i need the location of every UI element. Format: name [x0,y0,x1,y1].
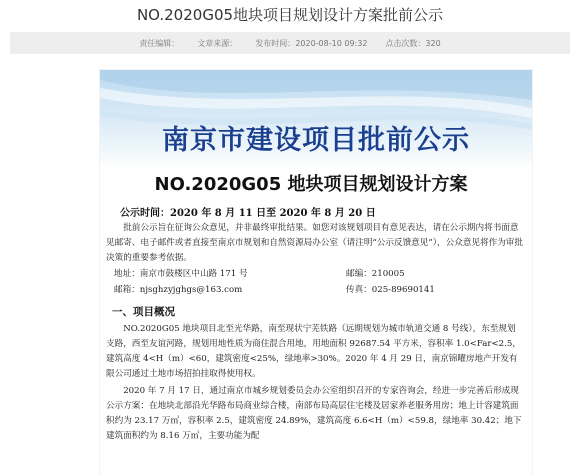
meta-source: 文章来源： [197,38,238,48]
article-meta-bar [10,32,570,54]
plan-title: NO.2020G05 地块项目规划设计方案 [154,174,468,195]
notice-image [100,70,532,475]
meta-views: 点击次数：320 [385,38,441,48]
section-heading-overview: 一、项目概况 [112,306,175,318]
section1-paragraph-1: NO.2020G05 地块项目北至光华路，南至现状宁芜铁路（远期规划为城市轨道交通 8 号线），东至规划支路，西至友谊河路，规划用地性质为商住混合用地，用地面积 92687.54 平方米，容积率 1.0<Far<2.5，建筑高度 4<H（m）<60，建筑密度<25%，绿地率>30%。2020 年 4 月 29 日，南京锦曜房地产开发有限公司通过土地市场招拍挂取得使用权。 [106,324,521,379]
notice-banner [100,70,532,168]
contact-postcode: 邮编：210005 [346,269,405,279]
notice-intro: 批前公示旨在征询公众意见，并非最终审批结果。如您对该规划项目有意见表达，请在公示期内将书面意见邮寄、电子邮件或者直接至南京市规划和自然资源局办公室（请注明“公示反馈意见”），公众意见将作为审批决策的重要参考依据。 [106,223,523,263]
left-margin [0,70,100,475]
contact-email: 邮箱：njsghzyjghgs@163.com [114,285,243,295]
meta-publish-time: 发布时间：2020-08-10 09:32 [255,38,368,48]
contact-row-1 [100,266,532,282]
contact-fax: 传真：025-89690141 [346,285,435,295]
notice-main-title: 南京市建设项目批前公示 [162,125,470,156]
page-title: NO.2020G05地块项目规划设计方案批前公示 [136,6,444,24]
section1-paragraph-2: 2020 年 7 月 17 日，通过南京市城乡规划委员会办公室组织召开的专家咨询会，经进一步完善后形成现公示方案：在地块北部沿光华路布局商业综合楼，南部布局高层住宅楼及居家养老服务用房；地上计容建筑面积约为 23.17 万㎡，容积率 2.5，建筑密度 24.89%，建筑高度 6.6<H（m）<59.8，绿地率 30.42；地下建筑面积约为 8.16 万㎡，主要功能为配 [106,386,522,441]
notice-period: 公示时间：2020 年 8 月 11 日至 2020 年 8 月 20 日 [120,208,376,219]
meta-editor: 责任编辑： [139,38,180,48]
contact-address: 地址：南京市鼓楼区中山路 171 号 [114,269,248,279]
contact-row-2 [100,282,532,298]
